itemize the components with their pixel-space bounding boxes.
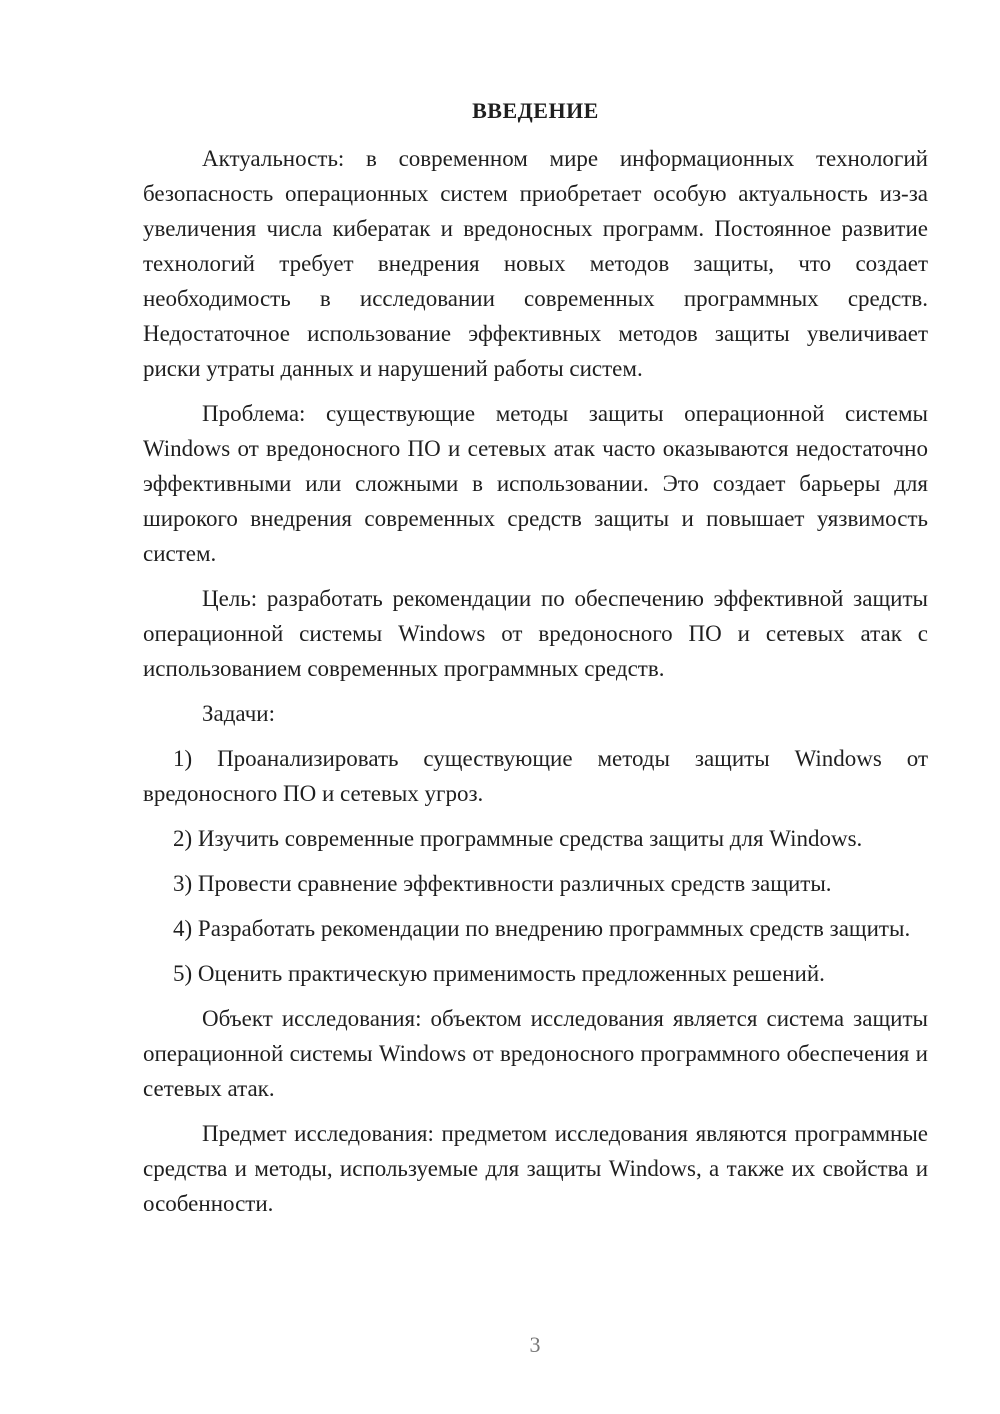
paragraph-problem: Проблема: существующие методы защиты операционной системы Windows от вредоносного ПО и сетевых атак часто оказываются недостаточно эффективными или сложными в использовании. Это создает барьеры для широкого внедрения современных средств защиты и повышает уязвимость систем. [143,401,928,566]
paragraph-subject: Предмет исследования: предметом исследования являются программные средства и методы, используемые для защиты Windows, а также их свойства и особенности. [143,1121,928,1216]
paragraph-tasks-heading: Задачи: [202,701,275,726]
task-item-2: 2) Изучить современные программные средства защиты для Windows. [173,826,863,851]
page-number: 3 [529,1332,541,1357]
paragraph-relevance: Актуальность: в современном мире информационных технологий безопасность операционных систем приобретает особую актуальность из-за увеличения числа кибератак и вредоносных программ. Постоянное развитие технологий требует внедрения новых методов защиты, что создает необходимость в исследовании современных программных средств. Недостаточное использование эффективных методов защиты увеличивает риски утраты данных и нарушений работы систем. [143,146,928,381]
paragraph-object: Объект исследования: объектом исследования является система защиты операционной системы Windows от вредоносного программного обеспечения и сетевых атак. [143,1006,928,1101]
task-item-1: 1) Проанализировать существующие методы защиты Windows от вредоносного ПО и сетевых угроз. [143,746,928,806]
document-body [143,141,928,1231]
section-title: ВВЕДЕНИЕ [472,98,599,123]
task-item-5: 5) Оценить практическую применимость предложенных решений. [173,961,825,986]
task-item-3: 3) Провести сравнение эффективности различных средств защиты. [173,871,832,896]
paragraph-goal: Цель: разработать рекомендации по обеспечению эффективной защиты операционной системы Windows от вредоносного ПО и сетевых атак с использованием современных программных средств. [143,586,928,681]
task-item-4: 4) Разработать рекомендации по внедрению программных средств защиты. [173,916,911,941]
